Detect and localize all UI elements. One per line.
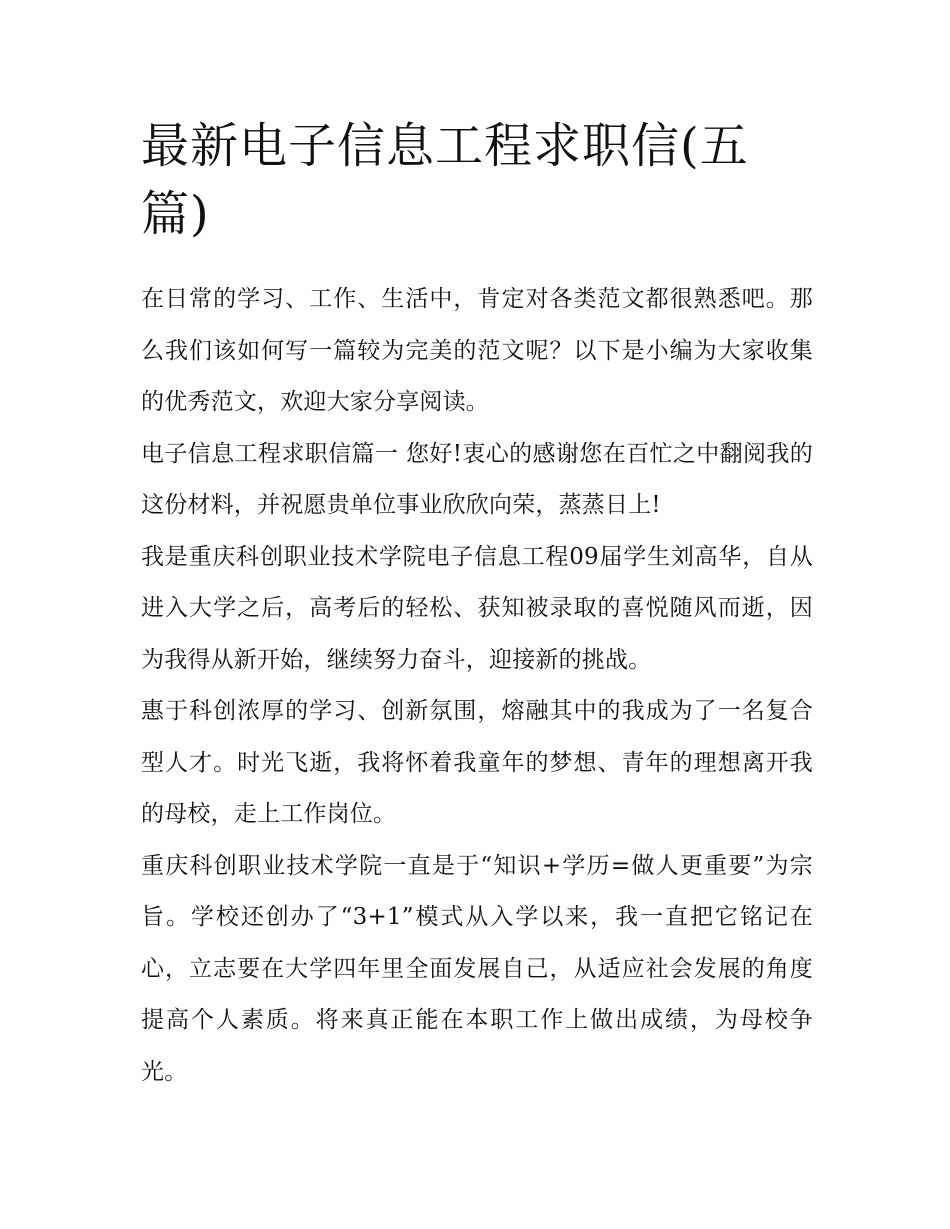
document-content	[141, 112, 813, 1098]
paragraph-growth: 惠于科创浓厚的学习、创新氛围，熔融其中的我成为了一名复合型人才。时光飞逝，我将怀着我童年的梦想、青年的理想离开我的母校，走上工作岗位。	[141, 698, 813, 827]
document-title: 最新电子信息工程求职信(五篇)	[141, 118, 749, 242]
document-body	[141, 274, 813, 1098]
paragraph-school-motto: 重庆科创职业技术学院一直是于“知识+学历=做人更重要”为宗旨。学校还创办了“3+1”模式从入学以来，我一直把它铭记在心，立志要在大学四年里全面发展自己，从适应社会发展的角度提高个人素质。将来真正能在本职工作上做出成绩，为母校争光。	[141, 852, 813, 1085]
paragraph-intro: 在日常的学习、工作、生活中，肯定对各类范文都很熟悉吧。那么我们该如何写一篇较为完美的范文呢？以下是小编为大家收集的优秀范文，欢迎大家分享阅读。	[141, 286, 813, 415]
paragraph-greeting: 电子信息工程求职信篇一 您好!衷心的感谢您在百忙之中翻阅我的这份材料，并祝愿贵单位事业欣欣向荣，蒸蒸日上!	[141, 440, 813, 518]
paragraph-self-intro: 我是重庆科创职业技术学院电子信息工程09届学生刘高华，自从进入大学之后，高考后的轻松、获知被录取的喜悦随风而逝，因为我得从新开始，继续努力奋斗，迎接新的挑战。	[141, 543, 813, 673]
